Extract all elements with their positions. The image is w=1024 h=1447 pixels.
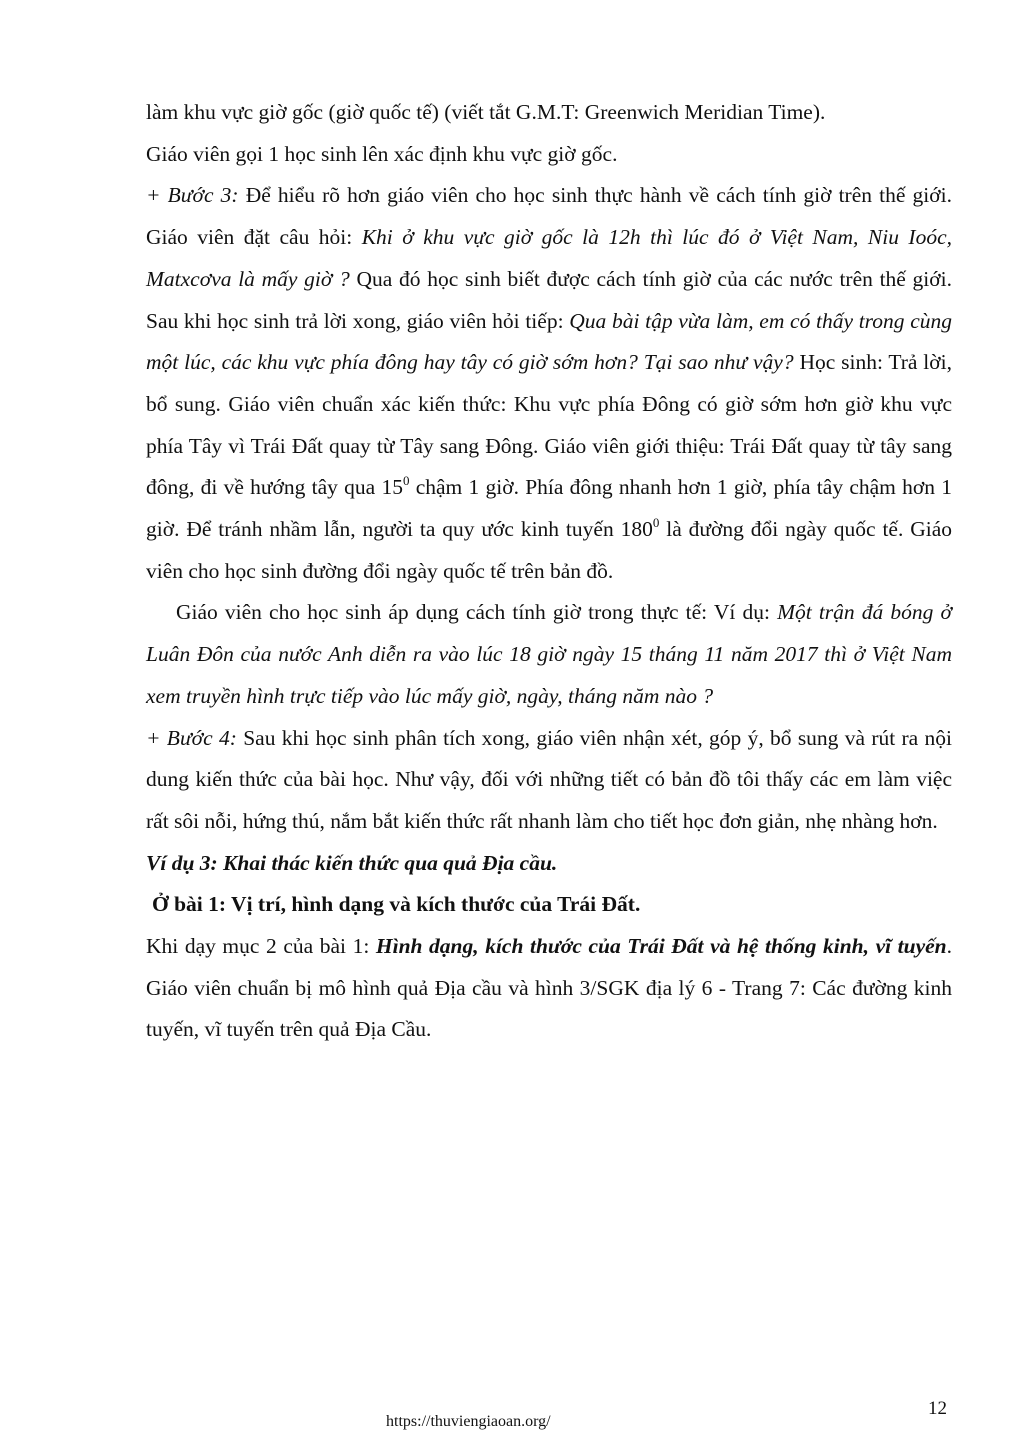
step-3-label: + Bước 3: — [146, 183, 239, 208]
paragraph-gmt — [146, 92, 952, 175]
example-3-heading-text: Ví dụ 3: Khai thác kiến thức qua quả Địa cầu. — [146, 850, 558, 875]
step-3-text-4: chậm 1 giờ. Phía đông nhanh hơn 1 giờ, phía tây chậm hơn 1 giờ. Để tránh nhầm lẫn, người ta quy ước kinh tuyến 180 — [146, 475, 952, 542]
application-question: Một trận đá bóng ở Luân Đôn của nước Anh diễn ra vào lúc 18 giờ ngày 15 tháng 11 năm 2017 thì ở Việt Nam xem truyền hình trực tiếp vào lúc mấy giờ, ngày, tháng năm nào ? — [146, 600, 952, 708]
step-3-text-1: Để hiểu rõ hơn giáo viên cho học sinh thực hành về cách tính giờ trên thế giới. Giáo viên đặt câu hỏi: — [146, 183, 952, 250]
lesson-1-heading — [146, 884, 952, 926]
paragraph-step-4 — [146, 718, 952, 843]
paragraph-application — [146, 592, 952, 717]
lesson-1-text-1: Khi dạy mục 2 của bài 1: — [146, 934, 376, 959]
step-3-text-3: Học sinh: Trả lời, bổ sung. Giáo viên chuẩn xác kiến thức: Khu vực phía Đông có giờ sớm hơn giờ khu vực phía Tây vì Trái Đất quay từ Tây sang Đông. Giáo viên giới thiệu: Trái Đất quay từ tây sang đông, đi về hướng tây qua 15 — [146, 350, 952, 500]
step-3-text-5: là đường đổi ngày quốc tế. Giáo viên cho học sinh đường đổi ngày quốc tế trên bản đồ. — [146, 517, 953, 583]
step-3-question-2: Qua bài tập vừa làm, em có thấy trong cùng một lúc, các khu vực phía đông hay tây có giờ sớm hơn? Tại sao như vậy? — [146, 308, 952, 375]
step-3-question-1: Khi ở khu vực giờ gốc là 12h thì lúc đó ở Việt Nam, Niu Ioóc, Matxcơva là mấy giờ ? — [146, 225, 952, 291]
example-3-heading — [146, 843, 952, 885]
lesson-1-heading-text: Ở bài 1: Vị trí, hình dạng và kích thước của Trái Đất. — [152, 892, 641, 917]
gmt-line-2: Giáo viên gọi 1 học sinh lên xác định khu vực giờ gốc. — [146, 141, 618, 166]
page-body — [146, 92, 952, 1051]
step-4-text: Sau khi học sinh phân tích xong, giáo viên nhận xét, góp ý, bổ sung và rút ra nội dung kiến thức của bài học. Như vậy, đối với những tiết có bản đồ tôi thấy các em làm việc rất sôi nỗi, hứng thú, nắm bắt kiến thức rất nhanh làm cho tiết học đơn giản, nhẹ nhàng hơn. — [146, 725, 952, 833]
step-3-text-2: Qua đó học sinh biết được cách tính giờ của các nước trên thế giới. Sau khi học sinh trả lời xong, giáo viên hỏi tiếp: — [146, 266, 952, 333]
degree-superscript: 0 — [652, 515, 660, 531]
lesson-1-section-title: Hình dạng, kích thước của Trái Đất và hệ thống kinh, vĩ tuyến — [375, 934, 947, 959]
paragraph-step-3 — [146, 175, 952, 592]
degree-superscript: 0 — [402, 473, 410, 489]
lesson-1-text-2: . Giáo viên chuẩn bị mô hình quả Địa cầu và hình 3/SGK địa lý 6 - Trang 7: Các đường kinh tuyến, vĩ tuyến trên quả Địa Cầu. — [146, 934, 952, 1042]
paragraph-lesson-1 — [146, 926, 952, 1051]
page-number: 12 — [928, 1398, 947, 1419]
step-4-label: + Bước 4: — [146, 725, 237, 750]
footer-url: https://thuviengiaoan.org/ — [386, 1413, 551, 1430]
gmt-line-1: làm khu vực giờ gốc (giờ quốc tế) (viết tắt G.M.T: Greenwich Meridian Time). — [146, 100, 826, 124]
application-text: Giáo viên cho học sinh áp dụng cách tính giờ trong thực tế: Ví dụ: — [176, 600, 778, 625]
